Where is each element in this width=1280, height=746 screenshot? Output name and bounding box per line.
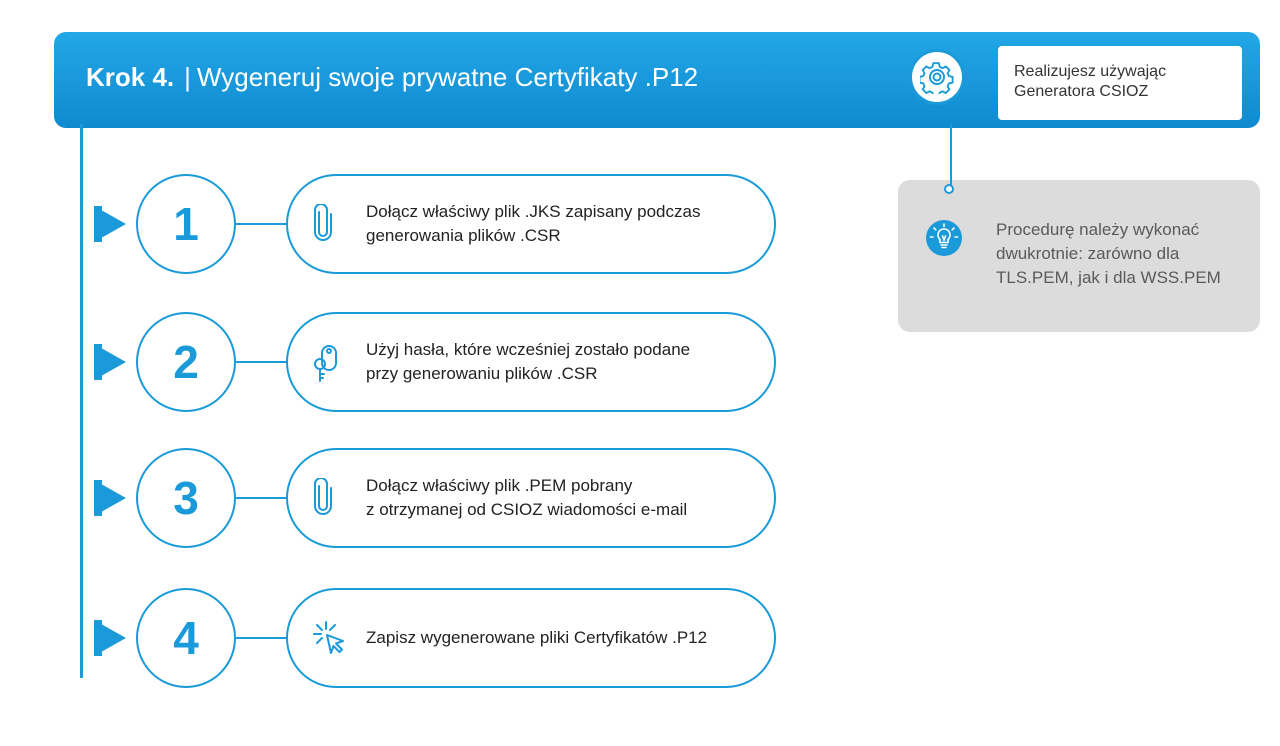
step-4-link-line: [236, 637, 288, 639]
note-line-2: dwukrotnie: zarówno dla: [996, 244, 1180, 263]
step-2-number: 2: [136, 312, 236, 412]
connector-dot: [944, 184, 954, 194]
key-tag-icon: [310, 342, 340, 389]
timeline-line: [80, 124, 83, 678]
note-line-1: Procedurę należy wykonać: [996, 220, 1200, 239]
step-2-card: [286, 312, 776, 412]
step-1-line-1: Dołącz właściwy plik .JKS zapisany podczas: [366, 202, 701, 221]
step-3-line-2: z otrzymanej od CSIOZ wiadomości e-mail: [366, 500, 688, 519]
step-1-arrow-marker: [94, 206, 126, 242]
note-line-3: TLS.PEM, jak i dla WSS.PEM: [996, 268, 1221, 287]
step-1-number: 1: [136, 174, 236, 274]
step-1-card: [286, 174, 776, 274]
step-3-text: [366, 474, 766, 522]
step-1-text: [366, 200, 766, 248]
lightbulb-icon: [926, 220, 962, 256]
title-separator: |: [184, 62, 191, 92]
step-3-arrow-marker: [94, 480, 126, 516]
step-2-text: [366, 338, 766, 386]
step-1-link-line: [236, 223, 288, 225]
step-3-link-line: [236, 497, 288, 499]
step-2-line-1: Użyj hasła, które wcześniej zostało podane: [366, 340, 691, 359]
step-label: Krok 4.: [86, 62, 175, 92]
lightbulb-icon-graphic: [926, 220, 962, 256]
step-4-card: [286, 588, 776, 688]
paperclip-icon: [310, 478, 336, 523]
note-text: [996, 218, 1221, 290]
gear-icon: [912, 52, 962, 102]
info-line-2: Generatora CSIOZ: [1014, 83, 1149, 100]
step-2-line-2: przy generowaniu plików .CSR: [366, 364, 598, 383]
header-bar: [54, 32, 1260, 128]
info-line-1: Realizujesz używając: [1014, 63, 1167, 80]
step-3-line-1: Dołącz właściwy plik .PEM pobrany: [366, 476, 633, 495]
step-4-arrow-marker: [94, 620, 126, 656]
step-2-arrow-marker: [94, 344, 126, 380]
cursor-click-icon: [310, 618, 350, 663]
step-3-number: 3: [136, 448, 236, 548]
step-2-link-line: [236, 361, 288, 363]
step-4-text: [366, 626, 766, 650]
connector-line: [950, 124, 952, 186]
step-3-card: [286, 448, 776, 548]
info-box: [998, 46, 1242, 120]
header-title: [86, 62, 698, 93]
step-4-line-1: Zapisz wygenerowane pliki Certyfikatów .P12: [366, 628, 708, 647]
note-box: [898, 180, 1260, 332]
paperclip-icon: [310, 204, 336, 249]
step-4-number: 4: [136, 588, 236, 688]
page-title: Wygeneruj swoje prywatne Certyfikaty .P12: [196, 62, 699, 92]
gear-icon-graphic: [920, 60, 954, 94]
step-1-line-2: generowania plików .CSR: [366, 226, 561, 245]
